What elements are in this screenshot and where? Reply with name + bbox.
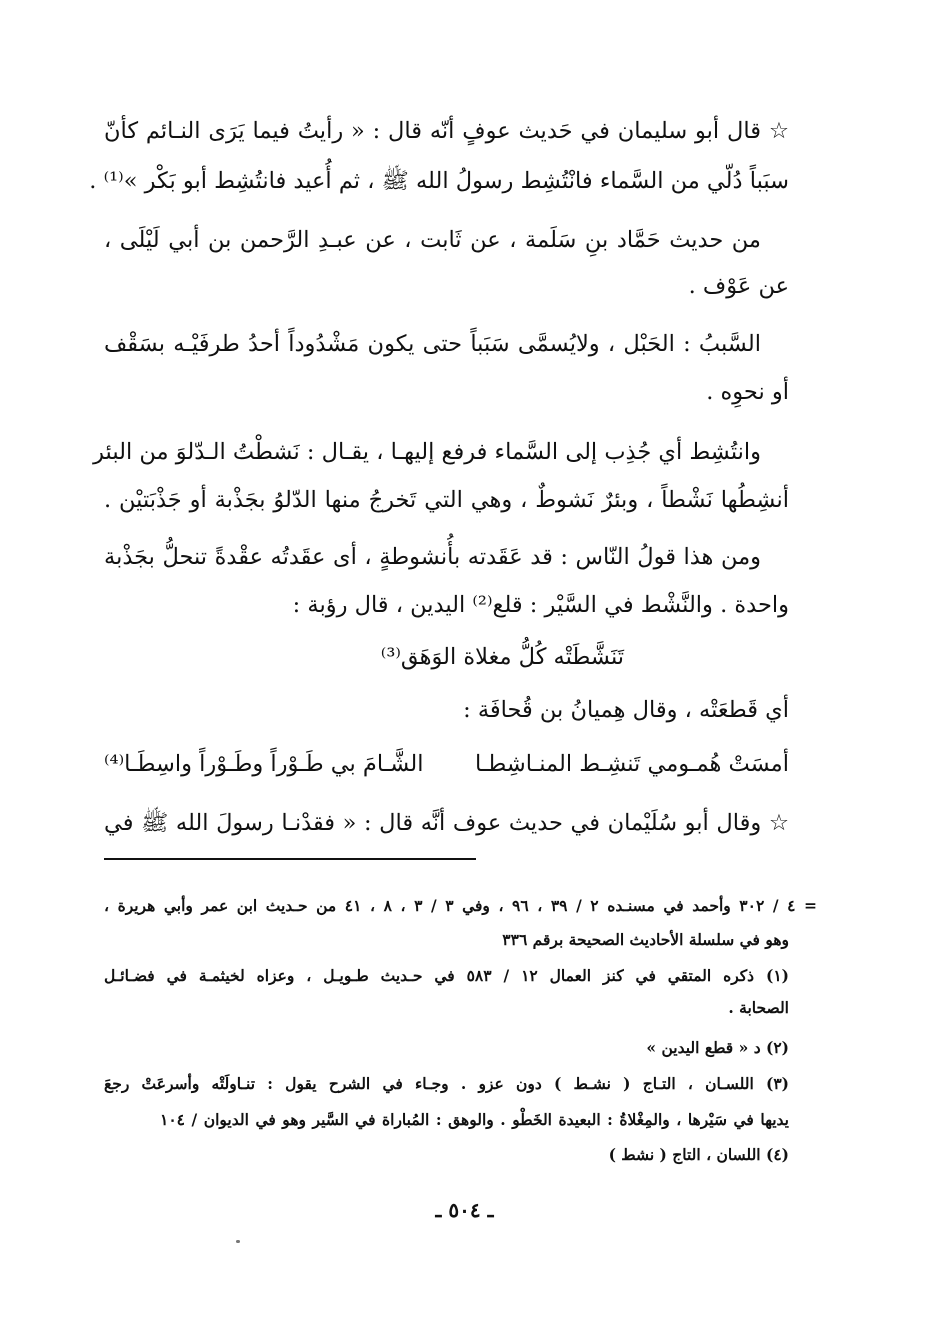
main-text-line: واحدة . والنَّشْط في السَّيْر : قلع⁽²⁾ اليدين ، قال رؤبة : bbox=[292, 592, 789, 618]
main-text-line: ☆ وقال أبو سُلَيْمان في حديث عوف أنَّه قال : « فقدْنـا رسولَ الله ﷺ في bbox=[104, 810, 789, 836]
main-text-line: من حديث حَمَّاد بنِ سَلَمة ، عن ثَابت ، عن عبـدِ الرَّحمن بن أبي لَيْلَى ، bbox=[104, 227, 761, 253]
footnote-line: الصحابة . bbox=[728, 998, 789, 1017]
footnote-line: (٤) اللسان ، التاج ( نشط ) bbox=[608, 1145, 789, 1164]
quoted-verse-line: تَنَشَّطَتْه كُلُّ مغلاة الوَهَق⁽³⁾ bbox=[380, 644, 624, 670]
main-text-line: أنشِطُها نَشْطاً ، وبئرٌ نَشوطٌ ، وهي التي تَخرجُ منها الدّلوُ بجَذْبة أو جَذْبَتيْن . bbox=[104, 487, 789, 513]
main-text-line: ☆ قال أبو سليمان في حَديث عوفٍ أنّه قال : « رأيتُ فيما يَرَى النـائم كأنّ bbox=[104, 118, 789, 144]
page-number: ـ ٥٠٤ ـ bbox=[435, 1198, 494, 1222]
main-text-line: سبَباً دُلّي من السَّماء فانْتُشِط رسولُ الله ﷺ ، ثم أُعيد فانتُشِط أبو بَكْر »⁽¹⁾ . bbox=[89, 168, 789, 194]
scan-speck bbox=[236, 1240, 240, 1243]
footnote-line: وهو في سلسلة الأحاديث الصحيحة برقم ٣٣٦ bbox=[502, 930, 789, 949]
verse-first-hemistich: أمسَتْ هُمـومي تَنشِـط المنـاشِطـا bbox=[474, 751, 789, 777]
main-text-line: السَّببُ : الحَبْل ، ولايُسمَّى سَبَباً حتى يكون مَشْدُوداً أحدُ طرفَيْـه بسَقْف bbox=[104, 331, 761, 357]
footnote-line: (٢) د « قطع اليدين » bbox=[646, 1038, 789, 1057]
footnote-line: (٣) اللسـان ، التـاج ( نشـط ) دون عزو . وجـاء في الشرح يقول : تنـاولَتْه وأسرعَتْ رجعَ bbox=[104, 1074, 789, 1093]
verse-second-hemistich: الشَّـامَ بي طَـوْراً وطَـوْراً واسِطَـا⁽⁴⁾ bbox=[104, 751, 424, 777]
main-text-line: عن عَوْف . bbox=[688, 273, 789, 299]
main-text-line: أي قَطعَتْه ، وقال هِميانُ بن قُحافَة : bbox=[463, 697, 789, 723]
footnote-separator bbox=[104, 858, 476, 860]
main-text-line: ومن هذا قولُ النّاس : قد عَقَدته بأُنشوطةٍ ، أى عقَدتُه عقْدةً تنحلُّ بجَذْبة bbox=[104, 544, 761, 570]
footnote-line: (١) ذكره المتقي في كنز العمال ١٢ / ٥٨٣ في حـديث طـويـل ، وعزاه لخيثمـة في فضـائـل bbox=[104, 966, 789, 985]
main-text-line: وانتُشِط أي جُذِب إلى السَّماء فرفع إليهـا ، يقـال : نَشطْتُ الـدّلوَ من البئر bbox=[93, 439, 761, 465]
main-text-line: أو نحوِه . bbox=[706, 379, 789, 405]
footnote-line: يديها في سَيْرها ، والمِغْلاةُ : البعيدة الخَطْو . والوهق : المُباراة في السَّير وهو في الديوان / ١٠٤ bbox=[160, 1110, 789, 1129]
footnote-line: = ٤ / ٣٠٢ وأحمد في مسنـده ٢ / ٣٩ ، ٩٦ ، وفي ٣ / ٣ ، ٨ ، ٤١ من حـديث ابن عمر وأبي هريرة ، bbox=[104, 896, 817, 915]
